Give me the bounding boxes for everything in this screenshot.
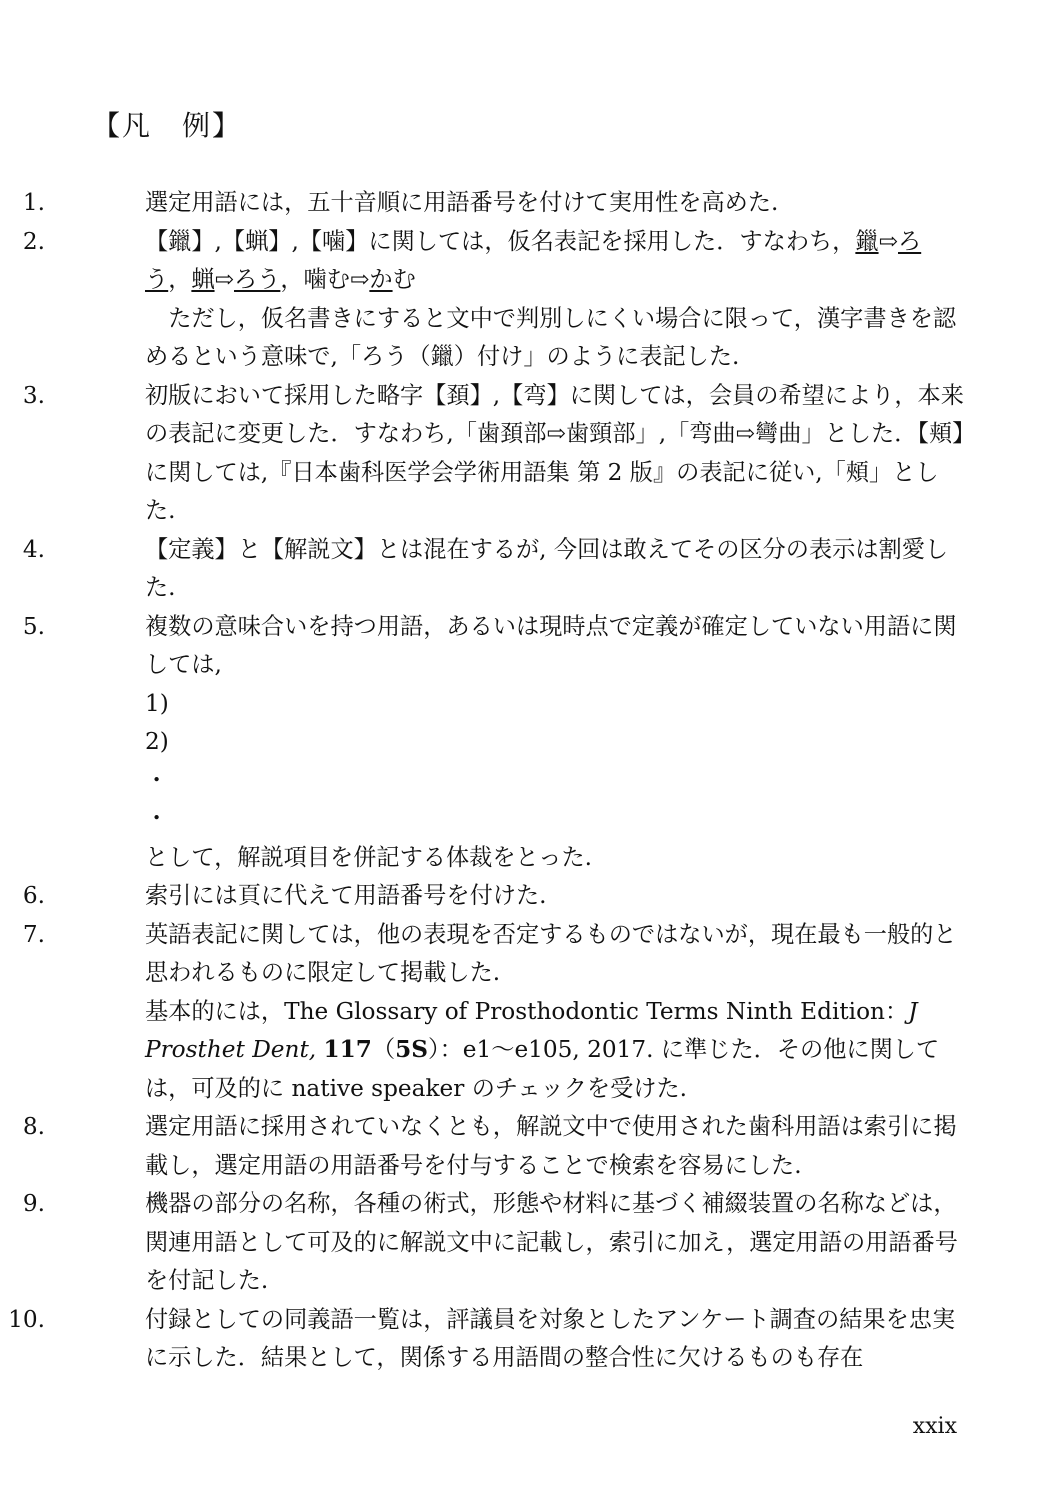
page-heading: 【凡 例】: [92, 109, 243, 142]
text-run: ）：e1〜e105, 2017. に準じた．その他に関しては，可及的に native speaker のチェックを受けた.: [145, 1036, 940, 1102]
rule-item-9: [0, 1185, 965, 1301]
item-text: [145, 223, 965, 300]
text-run: 基本的には，The Glossary of Prosthodontic Terms Ninth Edition：: [145, 997, 909, 1025]
item-text: 付録としての同義語一覧は，評議員を対象としたアンケート調査の結果を忠実に示した．結果として，関係する用語間の整合性に欠けるものも存在: [145, 1305, 956, 1371]
item-text: 索引には頁に代えて用語番号を付けた.: [145, 882, 547, 909]
item-text: 機器の部分の名称，各種の術式，形態や材料に基づく補綴装置の名称などは，関連用語として可及的に解説文中に記載し，索引に加え，選定用語の用語番号を付記した.: [145, 1190, 958, 1294]
rule-item-1: [0, 184, 965, 223]
arrow-icon: ⇨: [349, 266, 370, 293]
item-number: 5.: [22, 612, 45, 640]
item-note: ただし，仮名書きにすると文中で判別しにくい場合に限って，漢字書きを認めるという意味で,「ろう（鑞）付け」のように表記した.: [145, 304, 957, 370]
continuation-dot: ・: [145, 766, 169, 794]
citation-paragraph: [145, 993, 965, 1109]
item-conclusion: として，解説項目を併記する体裁をとった.: [145, 843, 593, 871]
journal-issue: 5S: [395, 1036, 429, 1063]
rule-list: [0, 184, 1055, 1378]
item-text: 初版において採用した略字【頚】,【弯】に関しては，会員の希望により，本来の表記に変更した．すなわち,「歯頚部⇨歯頸部」,「弯曲⇨彎曲」とした．【頬】に関しては,『日本歯科医学会学術用語集 第 2 版』の表記に従い,「頰」とした.: [145, 381, 964, 524]
item-number: 8.: [22, 1113, 45, 1140]
text-run: ，: [168, 266, 192, 293]
journal-title: Dent,: [252, 1036, 317, 1063]
item-number: 3.: [22, 381, 45, 409]
continuation-dot: ・: [145, 805, 169, 832]
underlined-text: 蝋: [191, 266, 215, 293]
item-text: 複数の意味合いを持つ用語，あるいは現時点で定義が確定していない用語に関しては,: [145, 612, 957, 678]
rule-item-10: [0, 1301, 965, 1378]
item-text: 英語表記に関しては，他の表現を否定するものではないが，現在最も一般的と思われるものに限定して掲載した.: [145, 920, 957, 986]
page-number: xxix: [912, 1414, 957, 1439]
item-text: 選定用語に採用されていなくとも，解説文中で使用された歯科用語は索引に掲載し，選定用語の用語番号を付与することで検索を容易にした.: [145, 1113, 957, 1179]
rule-item-4: [0, 531, 965, 608]
text-run: 【鑞】,【蝋】,【噛】に関しては，仮名表記を採用した．すなわち，: [145, 227, 856, 255]
rule-item-2: [0, 223, 965, 377]
item-text: 【定義】と【解説文】とは混在するが, 今回は敢えてその区分の表示は割愛した.: [145, 535, 949, 601]
item-text: 選定用語には，五十音順に用語番号を付けて実用性を高めた.: [145, 189, 779, 216]
rule-item-7: [0, 916, 965, 1109]
rule-item-5: [0, 608, 965, 878]
text-run: ，噛む: [280, 266, 350, 293]
item-number: 2.: [22, 227, 45, 255]
journal-title: J Prosthet: [145, 997, 918, 1063]
sub-item-1: 1): [145, 689, 169, 717]
journal-volume: 117: [323, 1036, 372, 1063]
item-number: 4.: [22, 535, 45, 563]
rule-item-6: [0, 877, 965, 916]
underlined-text: か: [369, 266, 393, 293]
item-number: 6.: [22, 882, 45, 909]
item-number: 9.: [22, 1190, 45, 1217]
arrow-icon: ⇨: [878, 227, 898, 255]
underlined-text: 鑞: [855, 227, 879, 255]
text-run: む: [392, 266, 416, 293]
underlined-text: ろう: [234, 266, 281, 293]
underlined-text: ろう: [145, 227, 922, 293]
rule-item-3: [0, 377, 965, 531]
item-number: 7.: [22, 920, 45, 948]
item-number: 10.: [8, 1305, 45, 1333]
text-run: （: [371, 1036, 396, 1063]
arrow-icon: ⇨: [214, 266, 234, 293]
item-number: 1.: [22, 189, 45, 216]
sub-item-2: 2): [145, 728, 169, 755]
rule-item-8: [0, 1108, 965, 1185]
